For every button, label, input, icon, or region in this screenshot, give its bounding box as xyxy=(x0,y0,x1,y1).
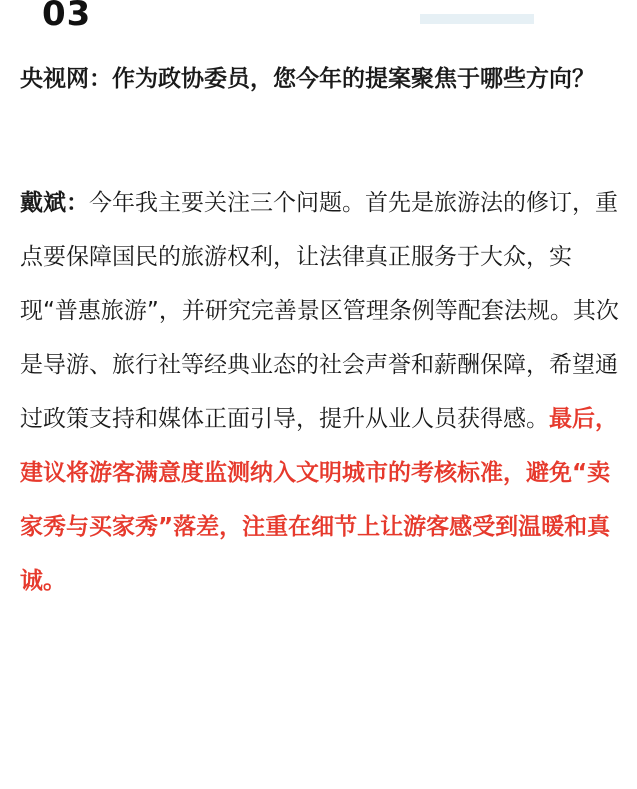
interview-question: 央视网：作为政协委员，您今年的提案聚焦于哪些方向？ xyxy=(20,66,595,92)
interview-answer xyxy=(20,176,620,608)
paragraph-spacer xyxy=(20,106,620,176)
article-content xyxy=(20,52,620,608)
accent-bar xyxy=(420,14,534,24)
speaker-name: 戴斌： xyxy=(20,190,89,216)
section-number: 03 xyxy=(42,0,92,34)
answer-highlight: 最后，建议将游客满意度监测纳入文明城市的考核标准，避免“卖家秀与买家秀”落差，注重在细节上让游客感受到温暖和真诚。 xyxy=(20,406,618,594)
answer-body: 今年我主要关注三个问题。首先是旅游法的修订，重点要保障国民的旅游权利，让法律真正服务于大众，实现“普惠旅游”，并研究完善景区管理条例等配套法规。其次是导游、旅行社等经典业态的社会声誉和薪酬保障，希望通过政策支持和媒体正面引导，提升从业人员获得感。 xyxy=(20,190,619,432)
